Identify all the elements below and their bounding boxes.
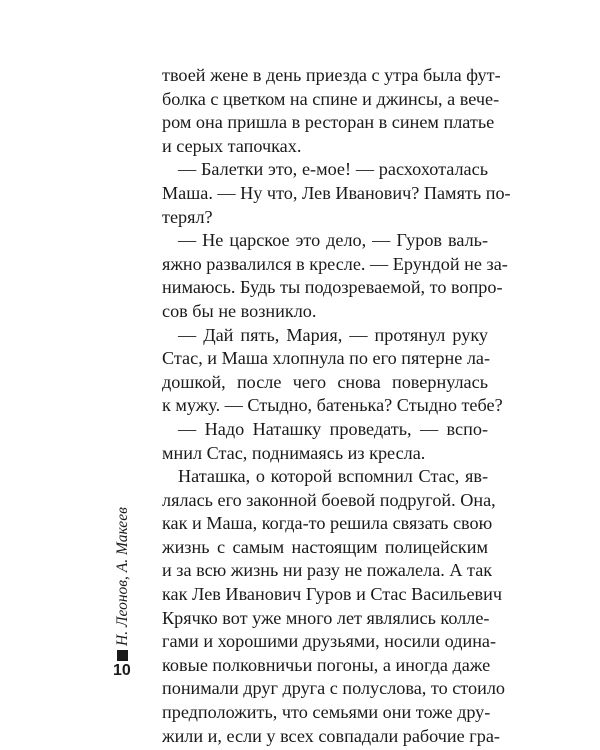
text-line: жизнь с самым настоящим полицейским <box>162 536 488 557</box>
text-line: нимаюсь. Будь ты подозреваемой, то вопро- <box>162 277 503 298</box>
text-line: лялась его законной боевой подругой. Она, <box>162 489 496 510</box>
text-line: гами и хорошими друзьями, носили одина- <box>162 631 497 652</box>
running-head-authors: Н. Леонов, А. Макеев <box>114 507 131 646</box>
text-line: понимали друг друга с полуслова, то стоило <box>162 678 506 699</box>
text-line: как Лев Иванович Гуров и Стас Васильевич <box>162 584 503 605</box>
paragraph <box>162 418 488 465</box>
text-line: ковые полковничьи погоны, а иногда даже <box>162 654 491 675</box>
paragraph <box>162 324 503 418</box>
text-line: ром она пришла в ресторан в синем платье <box>162 112 495 133</box>
text-line: Крячко вот уже много лет являлись колле- <box>162 607 490 628</box>
text-line: — Не царское это дело, — Гуров валь- <box>178 230 488 251</box>
text-line: — Надо Наташку проведать, — вспо- <box>178 418 488 439</box>
text-line: терял? <box>162 206 213 227</box>
text-line: Наташка, о которой вспомнил Стас, яв- <box>178 466 488 487</box>
text-line: яжно развалился в кресле. — Ерундой не за- <box>162 253 508 274</box>
paragraph <box>162 64 501 158</box>
text-line: к мужу. — Стыдно, батенька? Стыдно тебе? <box>162 395 503 416</box>
text-line: и за всю жизнь ни разу не пожалела. А так <box>162 560 493 581</box>
paragraph <box>162 158 511 229</box>
text-line: Маша. — Ну что, Лев Иванович? Память по- <box>162 182 511 203</box>
text-line: твоей жене в день приезда с утра была фут- <box>162 65 501 85</box>
text-line: предположить, что семьями они тоже дру- <box>162 702 491 723</box>
text-line: жили и, если у всех совпадали рабочие гра- <box>162 725 500 746</box>
text-line: как и Маша, когда-то решила связать свою <box>162 513 493 534</box>
text-line: мнил Стас, поднимаясь из кресла. <box>162 442 426 463</box>
page-number: 10 <box>113 662 131 679</box>
text-line: болка с цветком на спине и джинсы, а вече- <box>162 88 500 109</box>
text-line: — Дай пять, Мария, — протянул руку <box>178 324 488 345</box>
text-line: дошкой, после чего снова повернулась <box>162 371 488 392</box>
text-line: сов бы не возникло. <box>162 300 317 321</box>
text-line: и серых тапочках. <box>162 135 302 156</box>
page-marker-square <box>117 650 128 661</box>
paragraph <box>162 465 506 748</box>
text-line: — Балетки это, е-мое! — расхохоталась <box>178 159 488 180</box>
body-text <box>162 64 511 748</box>
text-line: Стас, и Маша хлопнула по его пятерне ла- <box>162 348 491 369</box>
paragraph <box>162 229 508 323</box>
